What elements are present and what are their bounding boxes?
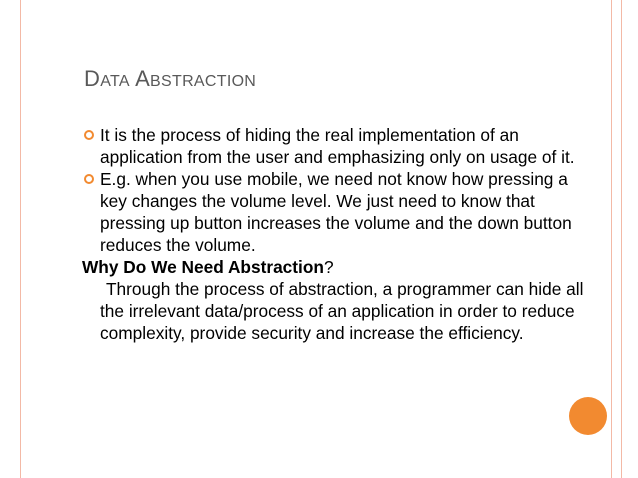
bullet-text: E.g. when you use mobile, we need not know how pressing a key changes the volume level. We just need to know that pressing up button increases the volume and the down button reduces the volume. [100,169,572,255]
left-frame-border [0,0,21,478]
slide-title [84,66,256,92]
title-word-2-initial: A [135,66,151,91]
decorative-circle [569,397,607,435]
bullet-text: It is the process of hiding the real implementation of an application from the user and emphasizing only on usage of it. [100,125,575,167]
bullet-ring-icon [84,174,94,184]
bullet-item [84,124,596,168]
section-heading [82,256,594,278]
title-word-2-rest: BSTRACTION [150,73,257,90]
right-frame-border [611,0,638,478]
body-paragraph-text: Through the process of abstraction, a programmer can hide all the irrelevant data/process of an application in order to reduce complexity, provide security and increase the efficiency. [100,279,584,343]
body-paragraph [84,278,596,344]
slide-content [84,124,596,344]
right-frame-inner-line [621,0,622,478]
bullet-item [84,168,596,256]
bullet-ring-icon [84,130,94,140]
title-word-1-rest: ATA [100,73,130,90]
section-heading-suffix: ? [323,257,334,277]
title-word-1-initial: D [84,66,101,91]
section-heading-bold: Why Do We Need Abstraction [82,257,324,277]
